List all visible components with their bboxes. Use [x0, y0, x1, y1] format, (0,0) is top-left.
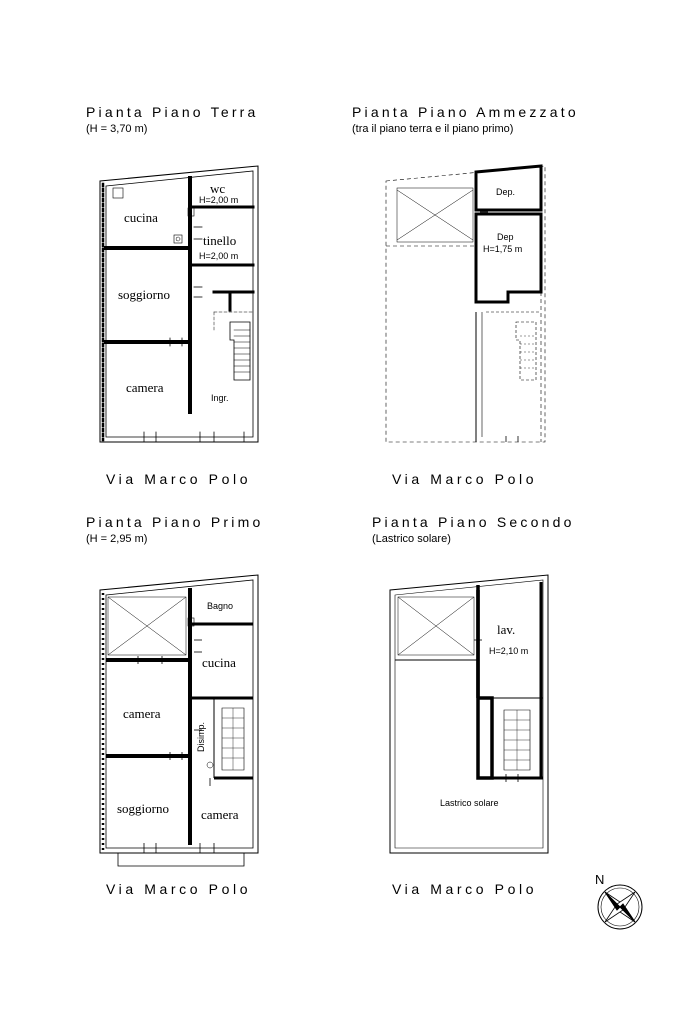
room-height-tinello: H=2,00 m	[199, 251, 239, 261]
room-label-dep-lower: Dep	[497, 232, 514, 242]
street-label-first-floor: Via Marco Polo	[106, 881, 252, 897]
street-label-mezzanine: Via Marco Polo	[392, 471, 538, 487]
room-label-lavanderia: lav.	[497, 622, 516, 637]
plan-title-second-floor: Pianta Piano Secondo	[372, 514, 575, 530]
room-height-lavanderia: H=2,10 m	[489, 646, 529, 656]
room-label-ingresso: Ingr.	[211, 393, 229, 403]
plan-subtitle-mezzanine: (tra il piano terra e il piano primo)	[352, 123, 514, 135]
room-label-camera-second: camera	[201, 807, 239, 822]
room-label-soggiorno: soggiorno	[118, 287, 170, 302]
room-label-dep-upper: Dep.	[496, 187, 516, 197]
plan-mezzanine	[386, 166, 545, 442]
plan-title-first-floor: Pianta Piano Primo	[86, 514, 264, 530]
street-label-second-floor: Via Marco Polo	[392, 881, 538, 897]
room-label-bagno: Bagno	[207, 601, 234, 611]
room-label-tinello: tinello	[203, 233, 237, 248]
compass-rose-icon	[598, 885, 642, 929]
plan-second-floor	[390, 575, 548, 853]
plan-subtitle-first-floor: (H = 2,95 m)	[86, 533, 148, 545]
room-label-camera-first: camera	[123, 706, 161, 721]
room-label-cucina-first: cucina	[202, 655, 236, 670]
room-label-disimpegno: Disimp.	[196, 721, 206, 752]
street-label-ground-floor: Via Marco Polo	[106, 471, 252, 487]
room-label-wc: wc	[210, 181, 226, 196]
room-label-lastrico-solare: Lastrico solare	[440, 798, 499, 808]
room-height-dep-lower: H=1,75 m	[483, 244, 523, 254]
room-label-cucina: cucina	[124, 210, 158, 225]
plan-subtitle-second-floor: (Lastrico solare)	[372, 533, 451, 545]
plan-subtitle-ground-floor: (H = 3,70 m)	[86, 123, 148, 135]
room-height-wc: H=2,00 m	[199, 195, 239, 205]
plan-ground-floor	[100, 166, 258, 442]
plan-title-mezzanine: Pianta Piano Ammezzato	[352, 104, 579, 120]
plan-title-ground-floor: Pianta Piano Terra	[86, 104, 259, 120]
room-label-camera: camera	[126, 380, 164, 395]
room-label-soggiorno-first: soggiorno	[117, 801, 169, 816]
compass-north-label: N	[595, 872, 605, 887]
